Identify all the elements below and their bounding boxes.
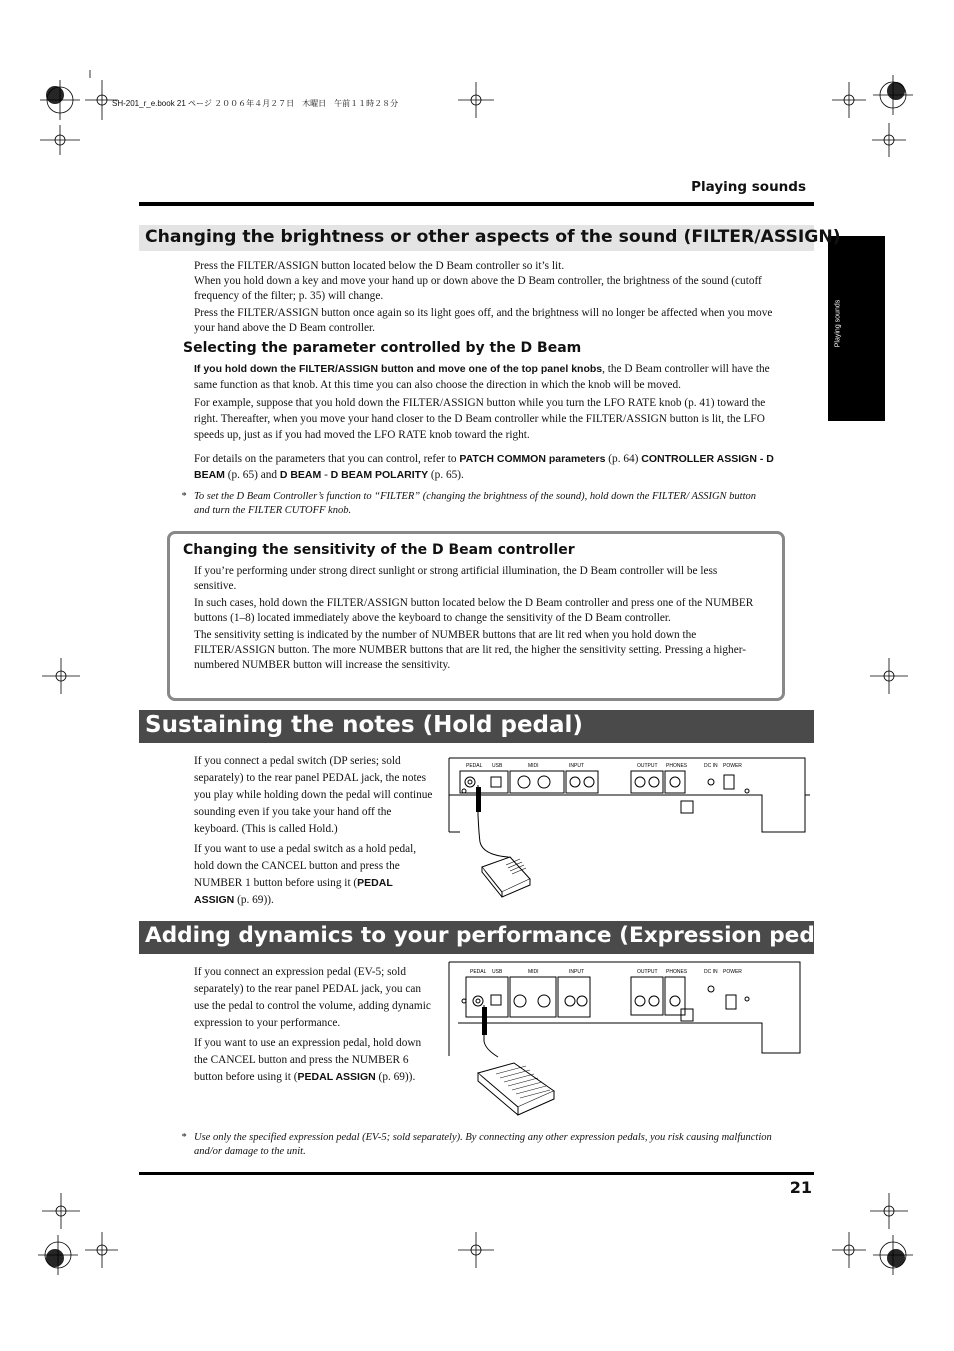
link-ref: D BEAM	[279, 469, 322, 481]
para: When you hold down a key and move your hand up or down above the D Beam controller, the brightness of the sound (cutoff frequency of the filter; p. 35) will change.	[194, 275, 762, 302]
label-midi: MIDI	[528, 969, 539, 975]
section1-body	[194, 259, 784, 336]
section-title-expression	[139, 921, 847, 954]
text-run: For details on the parameters that you can control, refer to	[194, 453, 460, 465]
para: If you connect a pedal switch (DP series; sold separately) to the rear panel PEDAL jack, the notes you play while holding down the pedal will continue sounding even if you take your hand off the keyboard. (This is called Hold.)	[194, 755, 433, 835]
para: Press the FILTER/ASSIGN button located below the D Beam controller so it’s lit.	[194, 260, 565, 272]
para	[194, 841, 434, 909]
label-output: OUTPUT	[637, 969, 658, 975]
label-input: INPUT	[569, 969, 584, 975]
box-title: Changing the sensitivity of the D Beam controller	[183, 542, 575, 558]
label-output: OUTPUT	[637, 763, 658, 769]
label-power: POWER	[723, 969, 742, 975]
para	[194, 361, 790, 393]
note-filter: To set the D Beam Controller’s function to “FILTER” (changing the brightness of the sound), hold down the FILTER/ ASSIGN button and turn the FILTER CUTOFF knob.	[194, 491, 757, 516]
text-run: If you want to use a pedal switch as a hold pedal, hold down the CANCEL button and press the NUMBER 1 button before using it (	[194, 843, 417, 889]
file-stamp: SH-201_r_e.book 21 ページ ２００６年４月２７日 木曜日 午前１１時２８分	[112, 99, 399, 108]
text-run: If you want to use an expression pedal, hold down the CANCEL button and press the NUMBER 6 button before using it (	[194, 1037, 422, 1083]
text-run: (p. 65) and	[224, 469, 280, 481]
section-title-text: Adding dynamics to your performance (Expression pedal)	[145, 923, 847, 948]
subsection-body	[194, 361, 790, 483]
side-tab-label: Playing sounds	[834, 299, 842, 348]
rear-panel-hold-illustration	[448, 757, 812, 902]
para: If you’re performing under strong direct sunlight or strong artificial illumination, the D Beam controller will be less sensitive.	[194, 565, 718, 592]
bold-run: If you hold down the FILTER/ASSIGN button and move one of the top panel knobs	[194, 363, 603, 375]
para: If you connect an expression pedal (EV-5; sold separately) to the rear panel PEDAL jack, you can use the pedal to control the volume, adding dynamic expression to your performance.	[194, 966, 431, 1029]
section-title-hold	[139, 710, 814, 743]
text-run: -	[321, 469, 331, 481]
section-title-filter-assign	[139, 225, 841, 251]
label-usb: USB	[492, 969, 503, 975]
footer-rule	[139, 1172, 814, 1175]
link-ref: D BEAM POLARITY	[330, 469, 429, 481]
label-input: INPUT	[569, 763, 584, 769]
text-run: (p. 64)	[605, 453, 642, 465]
section-title-text: Changing the brightness or other aspects of the sound (FILTER/ASSIGN)	[145, 227, 841, 247]
text-run: (p. 69)).	[375, 1071, 416, 1083]
note-asterisk: *	[181, 491, 187, 502]
text-run: (p. 69)).	[234, 894, 274, 906]
label-usb: USB	[492, 763, 503, 769]
label-pedal: PEDAL	[470, 969, 487, 975]
section-title-text: Sustaining the notes (Hold pedal)	[145, 712, 583, 738]
para: The sensitivity setting is indicated by the number of NUMBER buttons that are lit red when you hold down the FILTER/ASSIGN button. The more NUMBER buttons that are lit red, the higher the sensitivity setting. Pressing a higher-numbered NUMBER button will increase the sensitivity.	[194, 629, 747, 671]
para: Press the FILTER/ASSIGN button once again so its light goes off, and the brightness will no longer be affected when you move your hand above the D Beam controller.	[194, 307, 773, 334]
header-rule	[139, 202, 814, 206]
label-dcin: DC IN	[704, 763, 718, 769]
para: For example, suppose that you hold down the FILTER/ASSIGN button while you turn the LFO RATE knob (p. 41) toward the right. Thereafter, when you move your hand closer to the D Beam controller while the FILTER/ASSIGN button is lit, the LFO speeds up, just as if you had moved the LFO RATE knob toward the right.	[194, 397, 766, 441]
note-asterisk: *	[181, 1132, 187, 1143]
link-ref: PEDAL ASSIGN	[194, 877, 393, 906]
section2-body	[194, 753, 434, 909]
label-pedal: PEDAL	[466, 763, 483, 769]
para: In such cases, hold down the FILTER/ASSIGN button located below the D Beam controller and press one of the NUMBER buttons (1–8) located immediately above the keyboard to change the sensitivity of the D Beam controller.	[194, 597, 754, 624]
running-header: Playing sounds	[691, 179, 806, 195]
label-dcin: DC IN	[704, 969, 718, 975]
label-phones: PHONES	[666, 763, 688, 769]
label-power: POWER	[723, 763, 742, 769]
page-number: 21	[789, 1178, 812, 1197]
label-phones: PHONES	[666, 969, 688, 975]
box-body	[194, 564, 760, 673]
link-ref: PATCH COMMON parameters	[459, 453, 606, 465]
label-midi: MIDI	[528, 763, 539, 769]
link-ref: CONTROLLER ASSIGN - D BEAM	[194, 453, 774, 481]
para	[194, 1035, 436, 1086]
rear-panel-expression-illustration	[448, 961, 812, 1121]
para	[194, 451, 790, 483]
note-expression: Use only the specified expression pedal (EV-5; sold separately). By connecting any other expression pedals, you risk causing malfunction and/or damage to the unit.	[194, 1132, 772, 1157]
section3-body	[194, 964, 436, 1086]
subheading-parameter: Selecting the parameter controlled by the D Beam	[183, 340, 582, 356]
pedal-switch	[482, 857, 530, 897]
text-run: (p. 65).	[428, 469, 464, 481]
text-run: , the D Beam controller will have the same function as that knob. At this time you can also choose the direction in which the knob will be moved.	[194, 363, 770, 391]
link-ref: PEDAL ASSIGN	[297, 1071, 376, 1083]
